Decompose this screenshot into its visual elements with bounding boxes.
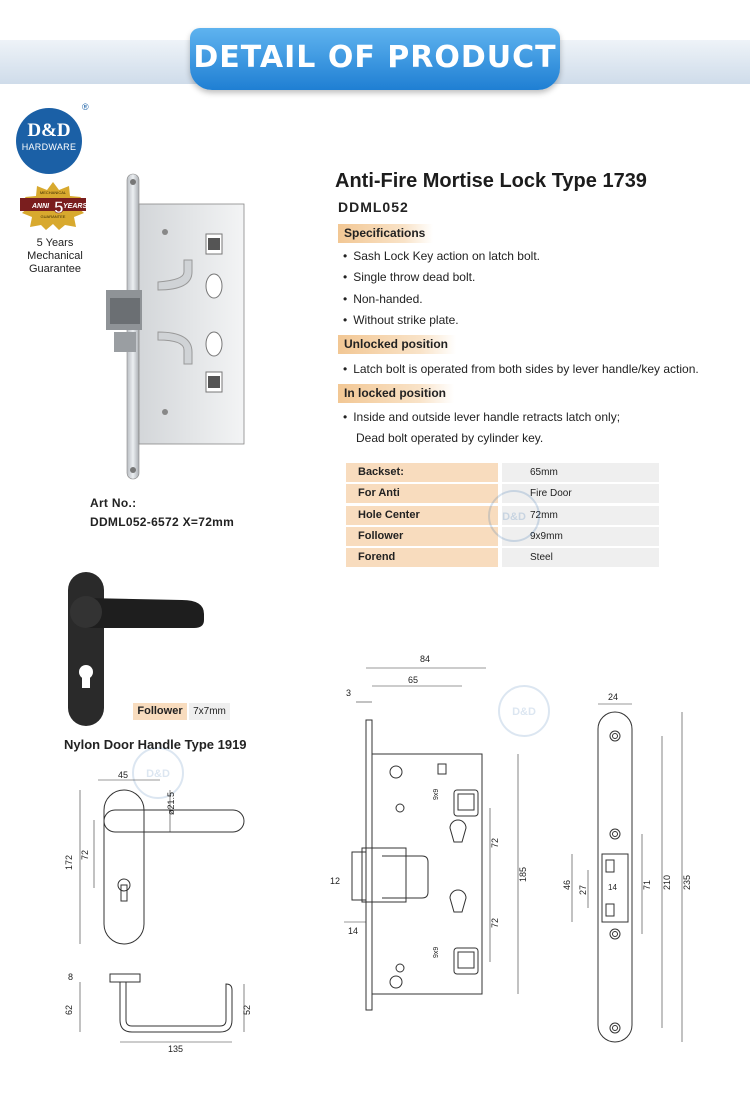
lock-drawing bbox=[322, 650, 542, 1050]
dim-text: 27 bbox=[578, 884, 588, 895]
dim-text: 14 bbox=[608, 883, 617, 892]
dim-text: 172 bbox=[64, 854, 74, 870]
locked-item-cont: Dead bolt operated by cylinder key. bbox=[356, 431, 544, 445]
watermark-text: D&D bbox=[502, 511, 526, 523]
spec-table-key: Backset: bbox=[346, 463, 498, 482]
guarantee-badge-icon bbox=[18, 180, 88, 230]
handle-name: Nylon Door Handle Type 1919 bbox=[64, 737, 247, 752]
guarantee-line2: Mechanical bbox=[27, 250, 83, 262]
dim-text: 65 bbox=[408, 675, 419, 685]
spec-table-key: Follower bbox=[346, 527, 498, 546]
spec-table-value: 72mm bbox=[502, 506, 659, 525]
dim-text: 9x9 bbox=[433, 946, 440, 958]
dim-text: 3 bbox=[346, 688, 352, 698]
product-code: DDML052 bbox=[338, 199, 409, 215]
spec-table-value: 9x9mm bbox=[502, 527, 659, 546]
spec-item: • Sash Lock Key action on latch bolt. bbox=[343, 249, 540, 263]
watermark-text: D&D bbox=[512, 706, 536, 718]
guarantee-text bbox=[10, 237, 100, 276]
banner-title: DETAIL OF PRODUCT bbox=[193, 40, 557, 75]
follower-value: 7x7mm bbox=[189, 703, 230, 720]
dim-text: 135 bbox=[168, 1044, 184, 1054]
dim-text: 72 bbox=[490, 837, 500, 848]
dim-text: 185 bbox=[518, 866, 528, 882]
dim-text: 46 bbox=[562, 879, 572, 890]
spec-table-value: Fire Door bbox=[502, 484, 659, 503]
dim-text: ø21.5 bbox=[166, 791, 176, 815]
watermark-icon bbox=[486, 488, 542, 544]
brand-logo bbox=[16, 108, 82, 174]
follower-key: Follower bbox=[133, 703, 187, 720]
spec-table-key: Hole Center bbox=[346, 506, 498, 525]
product-title: Anti-Fire Mortise Lock Type 1739 bbox=[335, 170, 647, 192]
art-value: DDML052-6572 X=72mm bbox=[90, 515, 235, 529]
dim-text: 62 bbox=[64, 1004, 74, 1015]
unlocked-label: Unlocked position bbox=[338, 335, 456, 354]
dim-text: 45 bbox=[118, 770, 129, 780]
dim-text: 14 bbox=[348, 926, 359, 936]
spec-table-value: 65mm bbox=[502, 463, 659, 482]
watermark-text: D&D bbox=[146, 768, 170, 780]
dim-text: 24 bbox=[608, 692, 619, 702]
specifications-label: Specifications bbox=[338, 224, 433, 243]
spec-item: • Without strike plate. bbox=[343, 313, 459, 327]
spec-table-row bbox=[346, 548, 659, 567]
dim-text: 72 bbox=[80, 849, 90, 860]
spec-table-row bbox=[346, 463, 659, 482]
spec-item: • Single throw dead bolt. bbox=[343, 270, 475, 284]
faceplate-drawing bbox=[558, 690, 748, 1060]
locked-label: In locked position bbox=[338, 384, 454, 403]
guarantee-line3: Guarantee bbox=[29, 263, 81, 275]
spec-table-key: Forend bbox=[346, 548, 498, 567]
art-label: Art No.: bbox=[90, 496, 137, 510]
dim-text: 84 bbox=[420, 654, 431, 664]
mortise-lock-photo bbox=[100, 172, 255, 487]
dim-text: 52 bbox=[242, 1004, 252, 1015]
badge-top: MECHANICAL bbox=[39, 190, 67, 195]
unlocked-item: • Latch bolt is operated from both sides by lever handle/key action. bbox=[343, 362, 699, 376]
badge-years: YEARS bbox=[63, 203, 88, 210]
art-number bbox=[90, 494, 234, 532]
dim-text: 8 bbox=[68, 972, 74, 982]
handle-drawing bbox=[50, 770, 260, 1060]
dim-text: 235 bbox=[682, 874, 692, 890]
handle-follower-row bbox=[133, 703, 230, 720]
dim-text: 9x9 bbox=[433, 788, 440, 800]
registered-mark: ® bbox=[82, 102, 89, 112]
logo-sub: HARDWARE bbox=[21, 142, 77, 152]
dim-text: 12 bbox=[330, 876, 341, 886]
dim-text: 71 bbox=[642, 879, 652, 890]
locked-item: • Inside and outside lever handle retracts latch only; bbox=[343, 410, 620, 424]
spec-item: • Non-handed. bbox=[343, 292, 423, 306]
badge-bottom: GUARANTEE bbox=[40, 214, 66, 219]
spec-table-key: For Anti bbox=[346, 484, 498, 503]
dim-text: 210 bbox=[662, 874, 672, 890]
dim-text: 72 bbox=[490, 917, 500, 928]
badge-main: ANNI bbox=[32, 203, 50, 210]
logo-brand: D&D bbox=[27, 120, 71, 141]
spec-table-value: Steel bbox=[502, 548, 659, 567]
badge-num: 5 bbox=[54, 198, 64, 217]
guarantee-line1: 5 Years bbox=[36, 237, 74, 249]
